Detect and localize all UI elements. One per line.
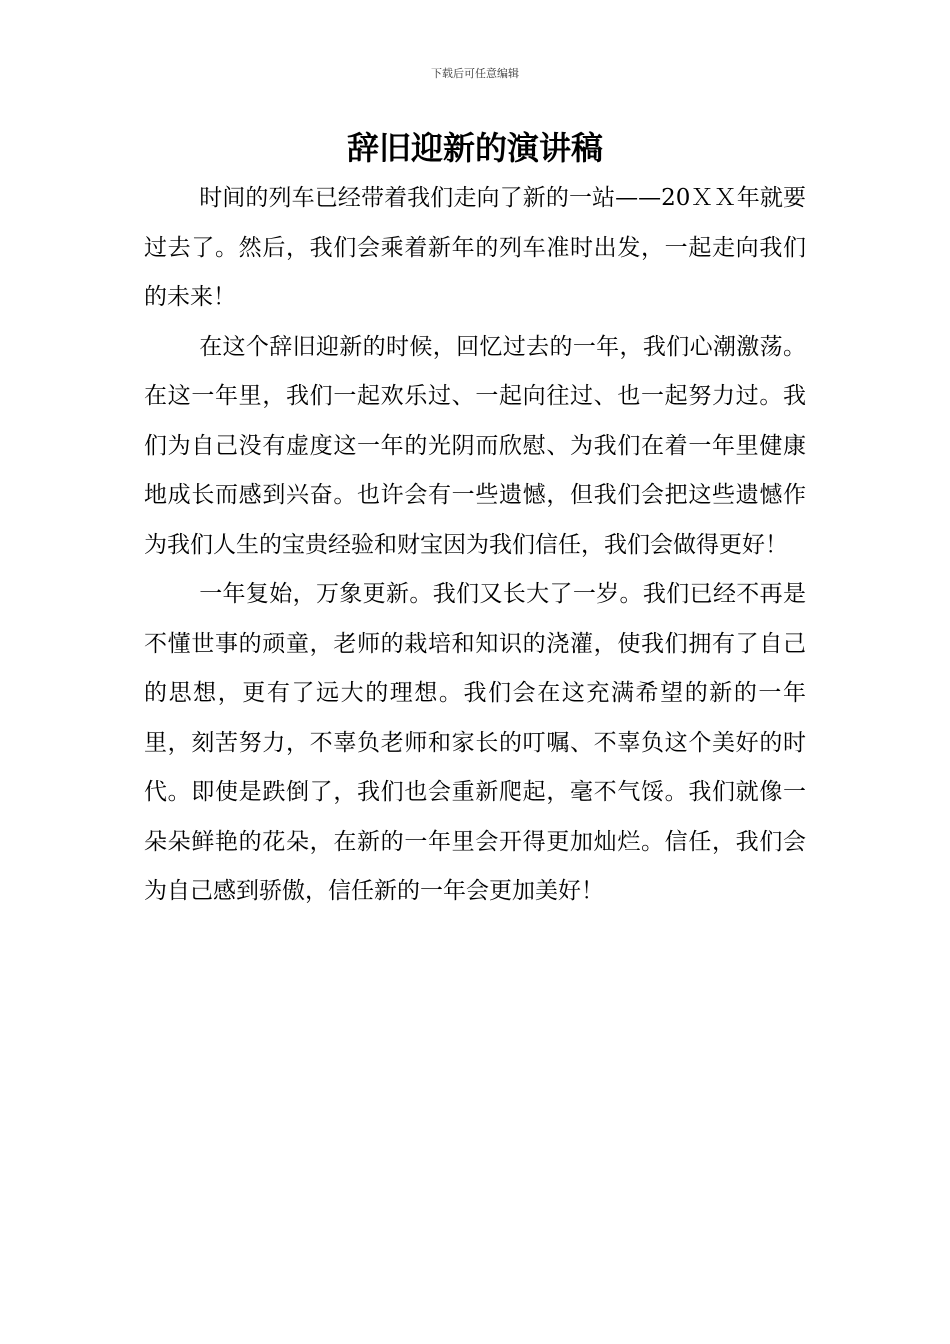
paragraph-3: 一年复始，万象更新。我们又长大了一岁。我们已经不再是不懂世事的顽童，老师的栽培和知识的浇灌，使我们拥有了自己的思想，更有了远大的理想。我们会在这充满希望的新的一年里，刻苦努力，不辜负老师和家长的叮嘱、不辜负这个美好的时代。即使是跌倒了，我们也会重新爬起，毫不气馁。我们就像一朵朵鲜艳的花朵，在新的一年里会开得更加灿烂。信任，我们会为自己感到骄傲，信任新的一年会更加美好！ bbox=[144, 581, 806, 904]
speech-body bbox=[144, 174, 806, 917]
page-title: 辞旧迎新的演讲稿 bbox=[346, 129, 603, 167]
paragraph-2: 在这个辞旧迎新的时候，回忆过去的一年，我们心潮激荡。在这一年里，我们一起欢乐过、一起向往过、也一起努力过。我们为自己没有虚度这一年的光阴而欣慰、为我们在着一年里健康地成长而感到兴奋。也许会有一些遗憾，但我们会把这些遗憾作为我们人生的宝贵经验和财宝因为我们信任，我们会做得更好！ bbox=[144, 333, 806, 558]
paragraph-1: 时间的列车已经带着我们走向了新的一站——20ＸＸ年就要过去了。然后，我们会乘着新年的列车准时出发，一起走向我们的未来！ bbox=[144, 185, 806, 310]
header-note: 下载后可任意编辑 bbox=[431, 67, 519, 80]
